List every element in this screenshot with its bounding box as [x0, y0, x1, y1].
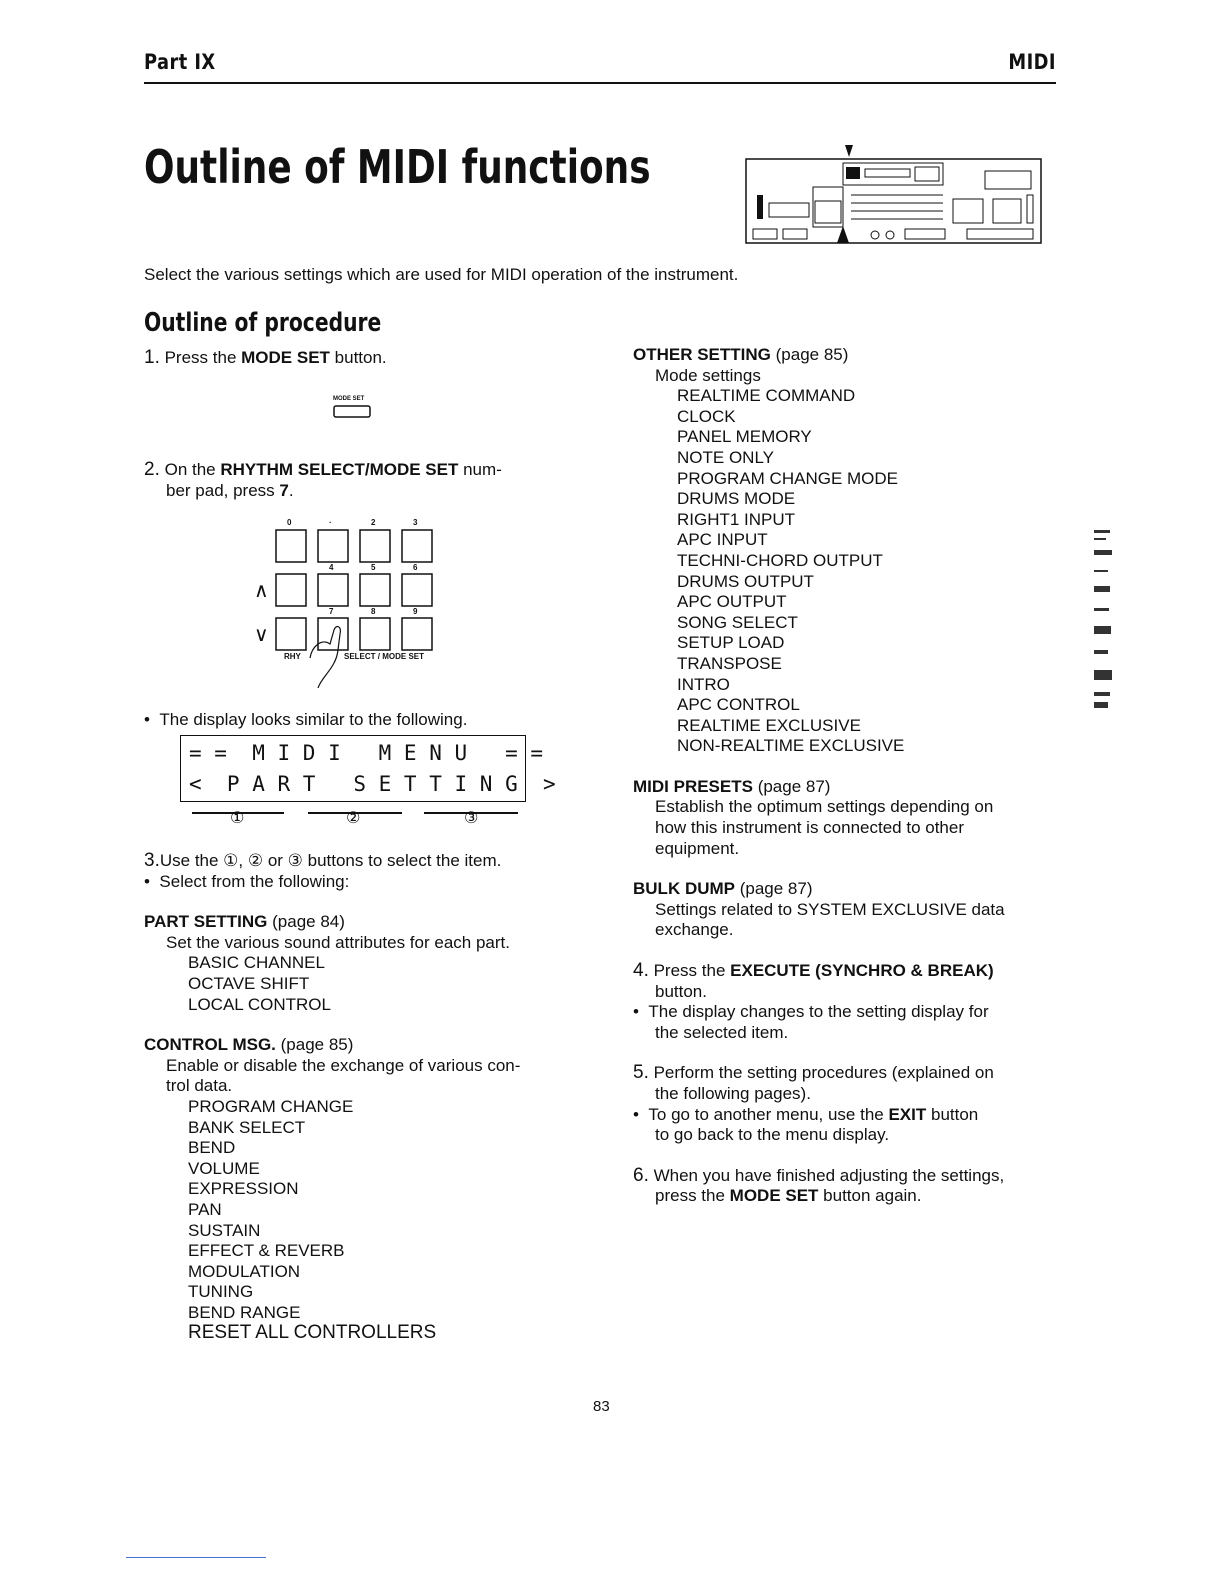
list-item: LOCAL CONTROL — [188, 994, 331, 1014]
page-number: 83 — [593, 1398, 610, 1415]
lcd-line-2: < P A R T S E T T I N G > — [189, 772, 556, 796]
list-item: RIGHT1 INPUT — [677, 509, 796, 529]
scan-artifact-line — [126, 1557, 266, 1558]
lcd-button-1[interactable]: ① — [230, 810, 245, 827]
section-label: MIDI — [1008, 50, 1056, 74]
scan-edge-marks — [1094, 530, 1116, 710]
step-3-bullet: • Select from the following: — [144, 871, 350, 891]
list-item: VOLUME — [188, 1158, 260, 1178]
step-4: 4. Press the EXECUTE (SYNCHRO & BREAK) — [633, 960, 994, 982]
list-item: TRANSPOSE — [677, 653, 782, 673]
step-4-bullet: • The display changes to the setting display for — [633, 1002, 989, 1022]
list-item: NOTE ONLY — [677, 447, 774, 467]
list-item: NON-REALTIME EXCLUSIVE — [677, 736, 905, 756]
panel-pointer-icon-bottom — [837, 226, 849, 243]
step-5: 5. Perform the setting procedures (explained on — [633, 1062, 994, 1084]
lcd-line-1: = = M I D I M E N U = = — [189, 741, 544, 765]
numpad-caption-left: RHY — [284, 652, 301, 661]
header-rule — [144, 82, 1056, 84]
mode-set-button-icon — [333, 404, 373, 422]
up-arrow-icon: ∧ — [254, 580, 269, 602]
list-item: PROGRAM CHANGE — [188, 1096, 354, 1116]
numpad-caption-right: SELECT / MODE SET — [344, 652, 425, 661]
control-msg-title: CONTROL MSG. (page 85) — [144, 1035, 354, 1055]
step-2: 2. On the RHYTHM SELECT/MODE SET num- ber pad, press 7. — [144, 459, 502, 500]
list-item: APC OUTPUT — [677, 592, 787, 612]
list-item: INTRO — [677, 674, 730, 694]
list-item: PAN — [188, 1199, 222, 1219]
part-setting-title: PART SETTING (page 84) — [144, 912, 345, 932]
intro-text: Select the various settings which are used for MIDI operation of the instrument. — [144, 265, 739, 284]
bulk-dump-title: BULK DUMP (page 87) — [633, 879, 813, 899]
list-item: BEND RANGE — [188, 1302, 301, 1322]
list-item: TUNING — [188, 1282, 254, 1302]
step-5-bullet: • To go to another menu, use the EXIT button — [633, 1104, 979, 1124]
step-1: 1. Press the MODE SET button. — [144, 347, 387, 368]
list-item: CLOCK — [677, 406, 736, 426]
list-item: SONG SELECT — [677, 612, 798, 632]
lcd-button-3[interactable]: ③ — [464, 810, 479, 827]
left-text-block: 3.Use the ①, ② or ③ buttons to select the item. • Select from the following: PART SETTING (page 84) Set the various sound attributes for each part. BASIC CHANNEL OCTAVE SHIFT LOCAL CONTROL CONTROL MSG. (page 85) Enable or disable the exchange of various con- trol data. PROGRAM CHANGE BANK SELECT BEND VOLUME EXPRESSION PAN SUSTAIN EFFECT & REVERB MODULATION TUNING BEND RANGE RESET ALL CONTROLLERS — [144, 851, 584, 1344]
right-text-block: OTHER SETTING (page 85) Mode settings REALTIME COMMAND CLOCK PANEL MEMORY NOTE ONLY PROGRAM CHANGE MODE DRUMS MODE RIGHT1 INPUT APC INPUT TECHNI-CHORD OUTPUT DRUMS OUTPUT APC OUTPUT SONG SELECT SETUP LOAD TRANSPOSE INTRO APC CONTROL REALTIME EXCLUSIVE NON-REALTIME EXCLUSIVE MIDI PRESETS (page 87) Establish the optimum settings depending on how this instrument is connected to other equipment. BULK DUMP (page 87) Settings related to SYSTEM EXCLUSIVE data exchange. 4. Press the EXECUTE (SYNCHRO & BREAK) button. • The display changes to the setting display for the selected item. 5. Perform the setting procedures (explained on the following pages). • To go to another menu, use the EXIT button to go back to the menu display. 6. When you have finished adjusting the settings, press the MODE SET button again. — [633, 345, 1063, 1207]
step-6: 6. When you have finished adjusting the settings, — [633, 1164, 1005, 1186]
panel-illustration — [745, 143, 1043, 245]
list-item: TECHNI-CHORD OUTPUT — [677, 550, 883, 570]
lcd-display — [180, 735, 556, 802]
step-3: 3.Use the ①, ② or ③ buttons to select the item. — [144, 850, 502, 871]
page-title: Outline of MIDI functions — [144, 140, 651, 194]
list-item: APC CONTROL — [677, 695, 800, 715]
other-setting-title: OTHER SETTING (page 85) — [633, 345, 849, 364]
list-item: SUSTAIN — [188, 1220, 261, 1240]
list-item: APC INPUT — [677, 530, 768, 550]
number-pad: 0 · 2 3 4 5 6 7 8 9 ∧ ∨ RHY SELECT / MODE SET — [250, 518, 450, 688]
list-item: RESET ALL CONTROLLERS — [188, 1322, 437, 1344]
down-arrow-icon: ∨ — [254, 624, 269, 646]
list-item: BANK SELECT — [188, 1117, 306, 1137]
midi-presets-title: MIDI PRESETS (page 87) — [633, 776, 831, 796]
list-item: BEND — [188, 1138, 236, 1158]
list-item: OCTAVE SHIFT — [188, 973, 310, 993]
list-item: REALTIME EXCLUSIVE — [677, 715, 861, 735]
finger-icon — [310, 627, 340, 688]
mode-set-button-label: MODE SET — [333, 396, 365, 402]
list-item: SETUP LOAD — [677, 633, 785, 653]
part-label: Part IX — [144, 50, 216, 74]
list-item: MODULATION — [188, 1261, 301, 1281]
list-item: DRUMS OUTPUT — [677, 571, 814, 591]
list-item: EXPRESSION — [188, 1179, 299, 1199]
list-item: BASIC CHANNEL — [188, 953, 325, 973]
procedure-heading: Outline of procedure — [144, 308, 382, 338]
list-item: DRUMS MODE — [677, 489, 796, 509]
list-item: PROGRAM CHANGE MODE — [677, 468, 899, 488]
list-item: EFFECT & REVERB — [188, 1241, 345, 1261]
list-item: PANEL MEMORY — [677, 427, 812, 447]
panel-pointer-icon — [845, 145, 853, 157]
list-item: REALTIME COMMAND — [677, 386, 856, 406]
lcd-button-2[interactable]: ② — [346, 810, 361, 827]
step-number: 1. — [144, 347, 160, 368]
display-bullet: • The display looks similar to the following. — [144, 710, 468, 729]
